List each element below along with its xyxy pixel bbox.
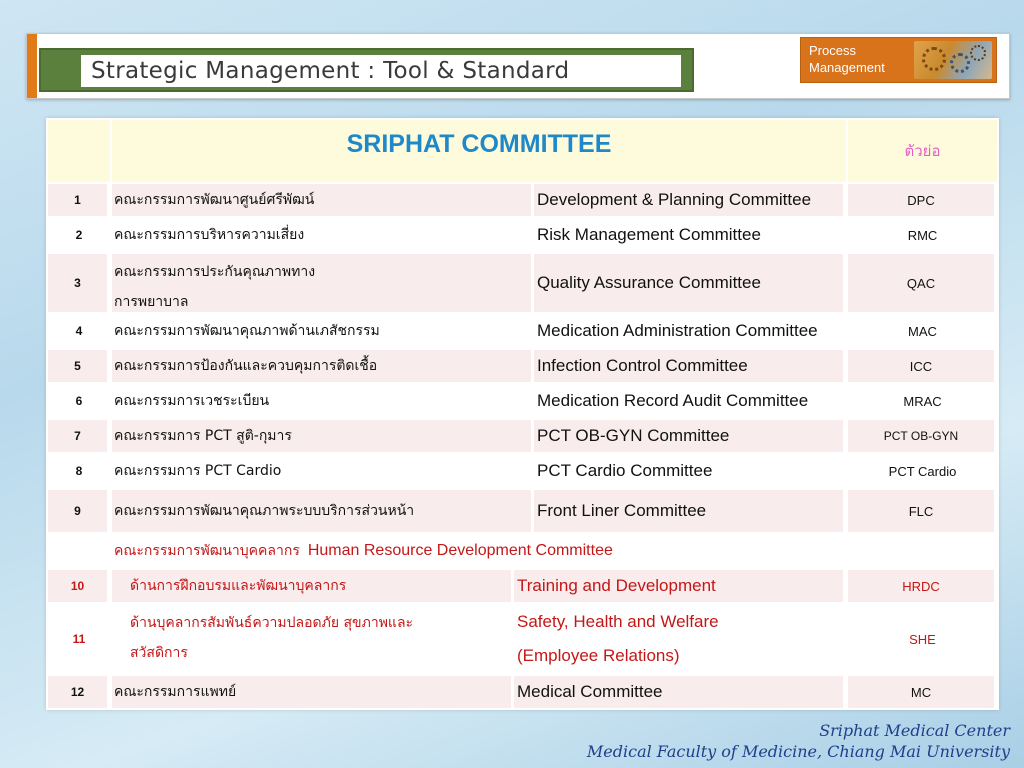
table-row — [46, 384, 999, 418]
row-number: 1 — [48, 184, 110, 216]
table-row — [46, 420, 999, 452]
abbreviation: ICC — [848, 350, 997, 382]
thai-name: คณะกรรมการ PCT สูติ-กุมาร — [112, 420, 534, 452]
row-number: 10 — [48, 570, 110, 602]
thai-name-line-2: สวัสดิการ — [130, 645, 188, 661]
footer-credit — [587, 720, 1010, 762]
abbreviation: FLC — [848, 490, 997, 532]
abbreviation: PCT OB-GYN — [848, 420, 997, 452]
table-row — [46, 570, 999, 602]
thai-name: คณะกรรมการเวชระเบียน — [112, 384, 534, 418]
english-name: PCT Cardio Committee — [534, 454, 846, 488]
table-row — [46, 490, 999, 532]
abbreviation: RMC — [848, 218, 997, 252]
abbreviation: SHE — [848, 604, 997, 674]
thai-name: ด้านการฝึกอบรมและพัฒนาบุคลากร — [112, 570, 514, 602]
english-name: Medication Administration Committee — [534, 314, 846, 348]
hr-group-heading — [46, 534, 999, 568]
thai-name-line-2: การพยาบาล — [114, 294, 189, 310]
thai-name: คณะกรรมการพัฒนาคุณภาพด้านเภสัชกรรม — [112, 314, 534, 348]
english-name-line-2: (Employee Relations) — [517, 646, 680, 665]
english-name: PCT OB-GYN Committee — [534, 420, 846, 452]
english-name: Infection Control Committee — [534, 350, 846, 382]
table-row — [46, 254, 999, 312]
thai-name: คณะกรรมการพัฒนาคุณภาพระบบบริการส่วนหน้า — [112, 490, 534, 532]
hr-group-label — [112, 534, 997, 568]
process-management-badge — [800, 37, 997, 83]
page-title: Strategic Management : Tool & Standard — [81, 55, 681, 87]
thai-name: คณะกรรมการป้องกันและควบคุมการติดเชื้อ — [112, 350, 534, 382]
hr-group-english: Human Resource Development Committee — [307, 542, 613, 559]
row-number: 3 — [48, 254, 110, 312]
table-row — [46, 184, 999, 216]
table-row — [46, 218, 999, 252]
hr-group-thai: คณะกรรมการพัฒนาบุคคลากร — [114, 543, 300, 559]
row-number: 4 — [48, 314, 110, 348]
english-name: Training and Development — [514, 570, 846, 602]
english-name: Development & Planning Committee — [534, 184, 846, 216]
table-row — [46, 314, 999, 348]
abbr-column-header: ตัวย่อ — [848, 120, 997, 182]
title-bar — [39, 48, 694, 92]
abbreviation: MRAC — [848, 384, 997, 418]
english-name — [514, 604, 846, 674]
row-number: 8 — [48, 454, 110, 488]
abbreviation: MC — [848, 676, 997, 708]
thai-name: คณะกรรมการพัฒนาศูนย์ศรีพัฒน์ — [112, 184, 534, 216]
thai-name-line-1: ด้านบุคลากรสัมพันธ์ความปลอดภัย สุขภาพและ — [130, 615, 414, 631]
row-number: 11 — [48, 604, 110, 674]
thai-name: คณะกรรมการบริหารความเสี่ยง — [112, 218, 534, 252]
header-orange-strip — [27, 34, 37, 98]
table-title: SRIPHAT COMMITTEE — [112, 120, 846, 182]
gears-illustration-icon — [914, 41, 992, 79]
english-name: Medical Committee — [514, 676, 846, 708]
english-name: Medication Record Audit Committee — [534, 384, 846, 418]
table-row — [46, 350, 999, 382]
abbreviation: MAC — [848, 314, 997, 348]
row-number: 2 — [48, 218, 110, 252]
abbreviation: PCT Cardio — [848, 454, 997, 488]
english-name: Risk Management Committee — [534, 218, 846, 252]
row-number: 7 — [48, 420, 110, 452]
thai-name-line-1: คณะกรรมการประกันคุณภาพทาง — [114, 264, 316, 280]
english-name: Front Liner Committee — [534, 490, 846, 532]
abbreviation: QAC — [848, 254, 997, 312]
process-management-label: Process Management — [809, 43, 885, 75]
table-header-row — [46, 120, 999, 182]
thai-name: คณะกรรมการแพทย์ — [112, 676, 514, 708]
row-number: 12 — [48, 676, 110, 708]
footer-line-1: Sriphat Medical Center — [819, 721, 1010, 740]
english-name: Quality Assurance Committee — [534, 254, 846, 312]
row-number: 5 — [48, 350, 110, 382]
thai-name — [112, 254, 534, 312]
row-number: 9 — [48, 490, 110, 532]
footer-line-2: Medical Faculty of Medicine, Chiang Mai University — [586, 742, 1010, 761]
abbreviation: HRDC — [848, 570, 997, 602]
abbreviation: DPC — [848, 184, 997, 216]
table-row — [46, 676, 999, 708]
table-row — [46, 604, 999, 674]
row-number: 6 — [48, 384, 110, 418]
header-num-cell — [48, 120, 110, 182]
slide-header — [26, 33, 1010, 99]
committee-table — [46, 118, 999, 710]
thai-name: คณะกรรมการ PCT Cardio — [112, 454, 534, 488]
thai-name — [112, 604, 514, 674]
english-name-line-1: Safety, Health and Welfare — [517, 612, 719, 631]
table-row — [46, 454, 999, 488]
